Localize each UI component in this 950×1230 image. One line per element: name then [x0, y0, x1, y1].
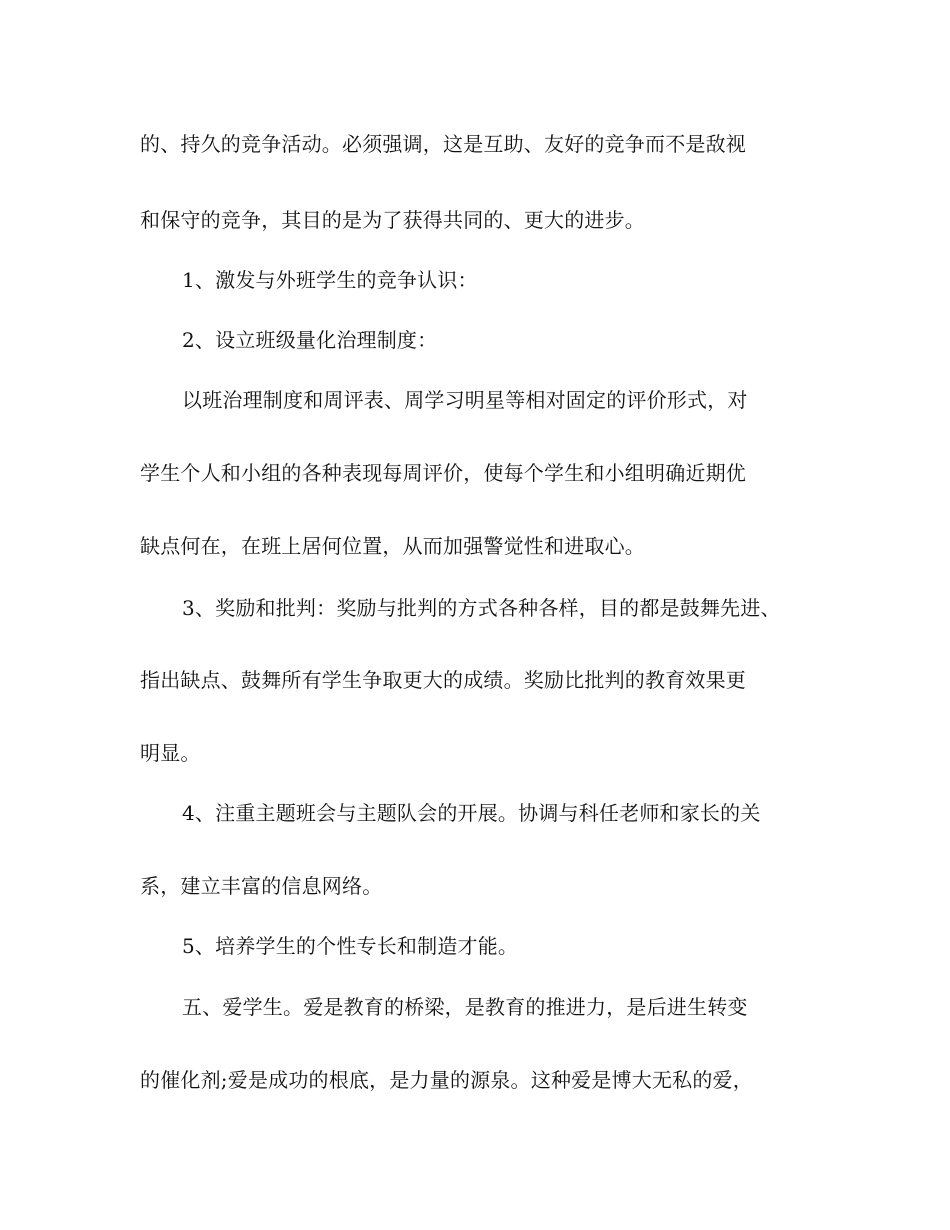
text-line: 学生个人和小组的各种表现每周评价，使每个学生和小组明确近期优	[140, 461, 746, 485]
text-line: 缺点何在，在班上居何位置，从而加强警觉性和进取心。	[140, 534, 645, 558]
text-line: 的、持久的竞争活动。必须强调，这是互助、友好的竞争而不是敌视	[140, 132, 746, 156]
section-heading-line: 五、爱学生。爱是教育的桥梁，是教育的推进力，是后进生转变	[182, 995, 748, 1019]
list-item: 1、激发与外班学生的竞争认识：	[182, 268, 478, 292]
list-item: 2、设立班级量化治理制度：	[182, 328, 438, 352]
text-line: 以班治理制度和周评表、周学习明星等相对固定的评价形式，对	[182, 388, 748, 412]
text-line: 指出缺点、鼓舞所有学生争取更大的成绩。奖励比批判的教育效果更	[140, 668, 746, 692]
text-line: 系，建立丰富的信息网络。	[140, 874, 383, 898]
list-item: 5、培养学生的个性专长和制造才能。	[182, 934, 519, 958]
list-item: 3、奖励和批判：奖励与批判的方式各种各样，目的都是鼓舞先进、	[182, 596, 781, 620]
list-item: 4、注重主题班会与主题队会的开展。协调与科任老师和家长的关	[182, 801, 761, 825]
text-line: 的催化剂;爱是成功的根底，是力量的源泉。这种爱是博大无私的爱，	[140, 1068, 753, 1092]
text-line: 明显。	[140, 741, 201, 765]
text-line: 和保守的竞争，其目的是为了获得共同的、更大的进步。	[140, 208, 645, 232]
